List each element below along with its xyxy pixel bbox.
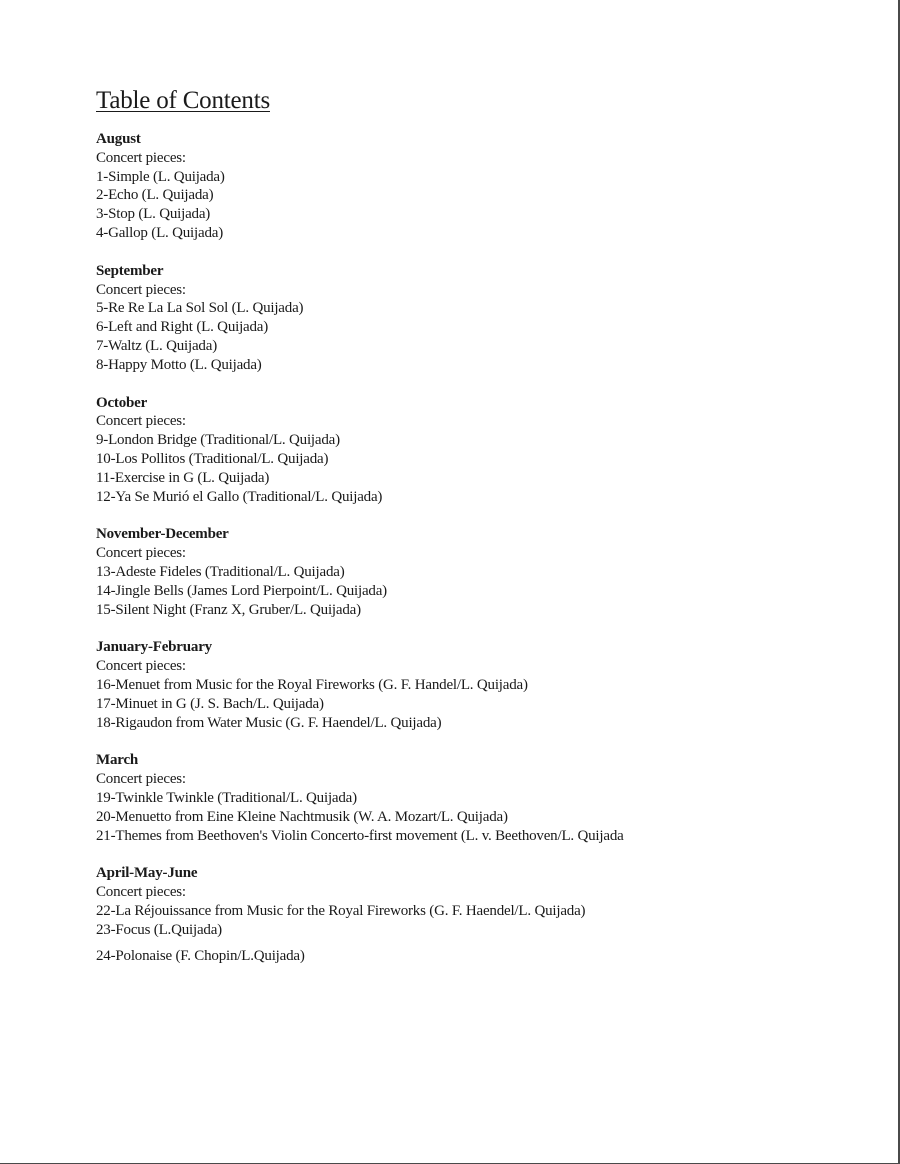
toc-entry: 8-Happy Motto (L. Quijada) [96, 356, 262, 373]
section-subheading: Concert pieces: [96, 771, 186, 788]
toc-entry: 23-Focus (L.Quijada) [96, 921, 222, 938]
section-august [96, 130, 876, 243]
section-september [96, 262, 876, 375]
page-title: Table of Contents [96, 87, 270, 114]
section-subheading: Concert pieces: [96, 658, 186, 675]
toc-entry: 2-Echo (L. Quijada) [96, 187, 214, 204]
section-heading: October [96, 394, 148, 411]
section-november-december [96, 525, 876, 619]
toc-entry: 6-Left and Right (L. Quijada) [96, 319, 269, 336]
toc-entry: 9-London Bridge (Traditional/L. Quijada) [96, 432, 340, 449]
section-subheading: Concert pieces: [96, 413, 186, 430]
toc-entry: 18-Rigaudon from Water Music (G. F. Haendel/L. Quijada) [96, 714, 442, 731]
toc-entry: 1-Simple (L. Quijada) [96, 168, 225, 185]
section-heading: September [96, 262, 164, 279]
section-april-may-june [96, 864, 876, 966]
section-heading: August [96, 131, 141, 147]
toc-entry: 19-Twinkle Twinkle (Traditional/L. Quijada) [96, 789, 357, 806]
section-march [96, 751, 876, 845]
toc-entry: 17-Minuet in G (J. S. Bach/L. Quijada) [96, 695, 324, 712]
section-subheading: Concert pieces: [96, 545, 186, 562]
section-subheading: Concert pieces: [96, 281, 186, 298]
toc-entry: 4-Gallop (L. Quijada) [96, 224, 224, 241]
toc-entry: 20-Menuetto from Eine Kleine Nachtmusik (W. A. Mozart/L. Quijada) [96, 808, 508, 825]
toc-entry: 21-Themes from Beethoven's Violin Concerto-first movement (L. v. Beethoven/L. Quijada [96, 827, 624, 844]
toc-entry: 14-Jingle Bells (James Lord Pierpoint/L. Quijada) [96, 582, 387, 599]
section-heading: January-February [96, 639, 212, 656]
toc-entry: 7-Waltz (L. Quijada) [96, 337, 217, 354]
toc-entry: 16-Menuet from Music for the Royal Fireworks (G. F. Handel/L. Quijada) [96, 676, 528, 693]
toc-entry: 24-Polonaise (F. Chopin/L.Quijada) [96, 948, 305, 965]
table-of-contents [96, 84, 876, 985]
toc-entry: 10-Los Pollitos (Traditional/L. Quijada) [96, 450, 329, 467]
section-subheading: Concert pieces: [96, 884, 186, 901]
section-heading: November-December [96, 526, 229, 543]
section-october [96, 394, 876, 507]
toc-entry: 5-Re Re La La Sol Sol (L. Quijada) [96, 300, 304, 317]
toc-entry: 3-Stop (L. Quijada) [96, 206, 211, 223]
toc-entry: 22-La Réjouissance from Music for the Royal Fireworks (G. F. Haendel/L. Quijada) [96, 902, 586, 919]
section-subheading: Concert pieces: [96, 149, 186, 166]
toc-entry: 11-Exercise in G (L. Quijada) [96, 469, 270, 486]
toc-entry: 12-Ya Se Murió el Gallo (Traditional/L. Quijada) [96, 488, 383, 505]
toc-entry: 13-Adeste Fideles (Traditional/L. Quijada) [96, 563, 345, 580]
section-heading: April-May-June [96, 865, 198, 882]
toc-entry: 15-Silent Night (Franz X, Gruber/L. Quijada) [96, 601, 361, 618]
section-heading: March [96, 752, 139, 769]
section-january-february [96, 638, 876, 732]
